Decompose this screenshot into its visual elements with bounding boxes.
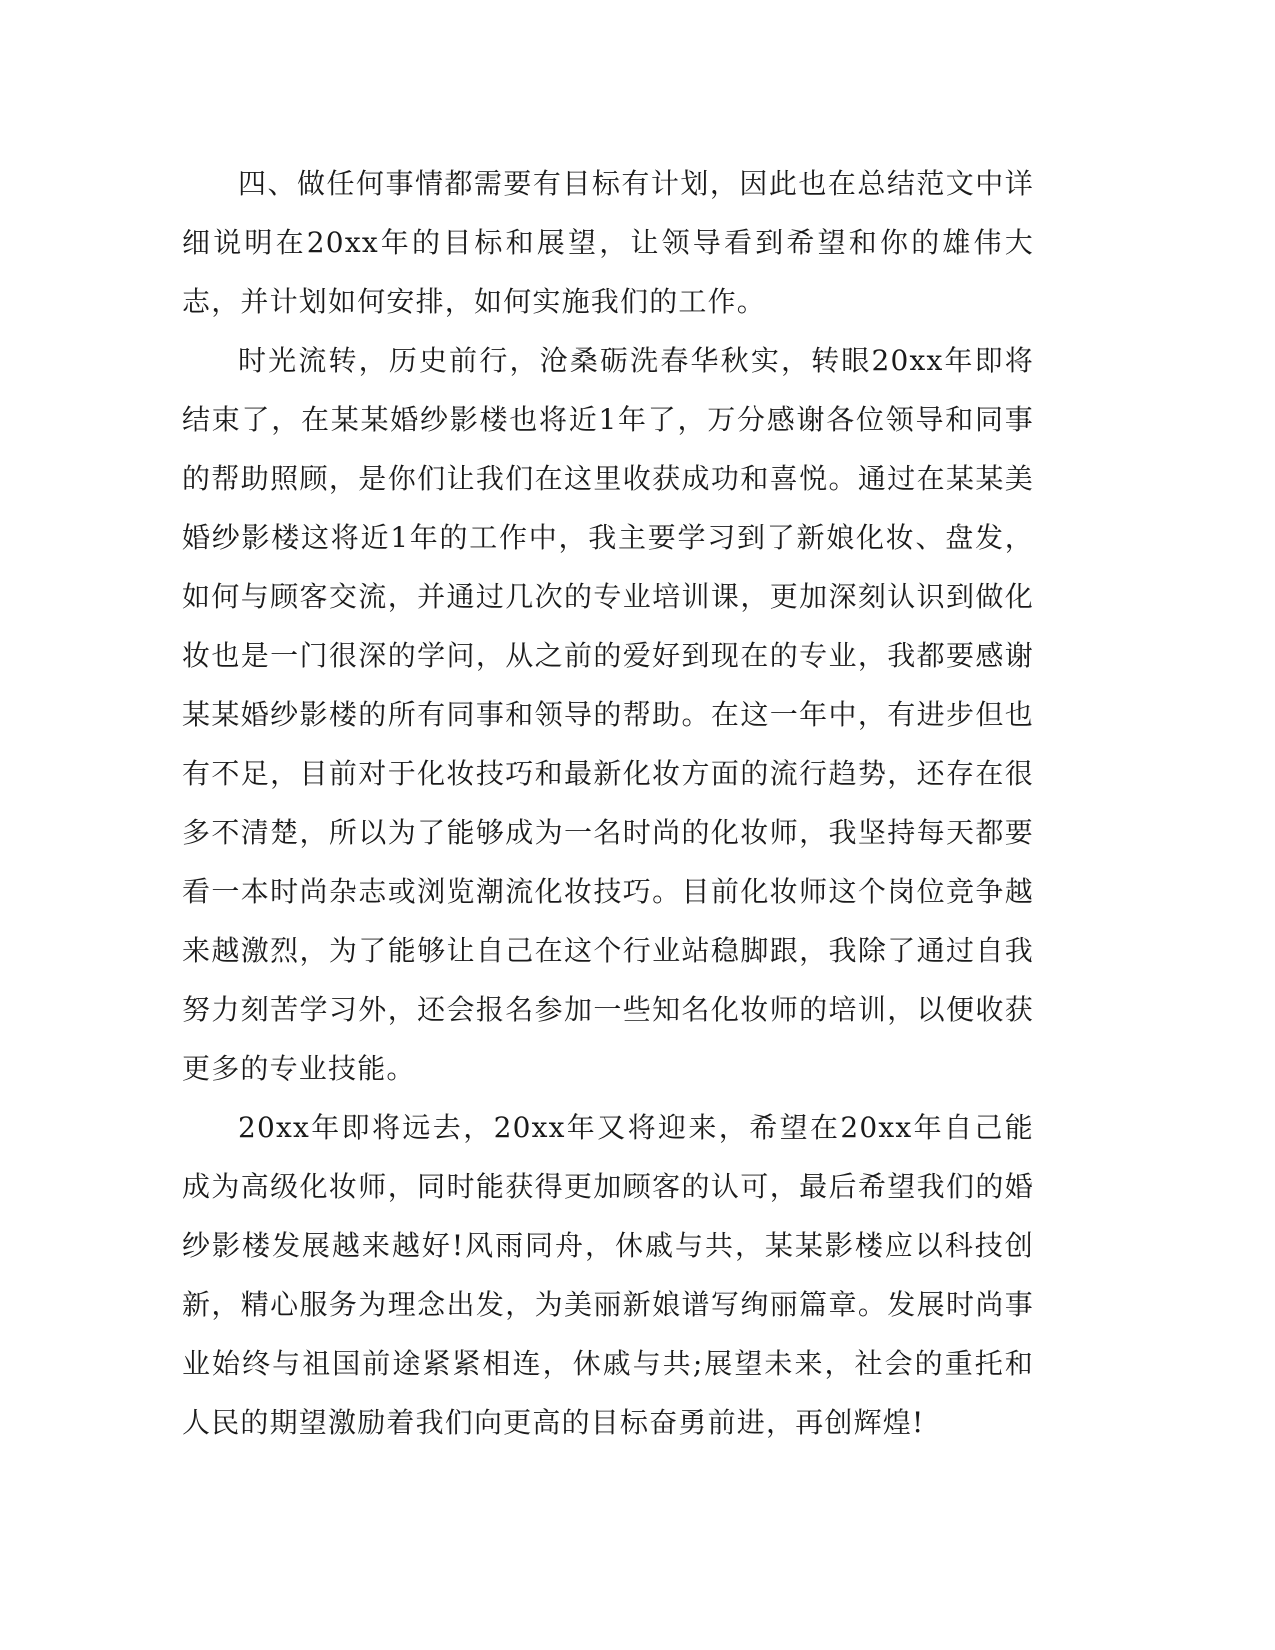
paragraph-work-review: 时光流转，历史前行，沧桑砺洗春华秋实，转眼20xx年即将结束了，在某某婚纱影楼也将近1年了，万分感谢各位领导和同事的帮助照顾，是你们让我们在这里收获成功和喜悦。通过在某某美婚纱影楼这将近1年的工作中，我主要学习到了新娘化妆、盘发，如何与顾客交流，并通过几次的专业培训课，更加深刻认识到做化妆也是一门很深的学问，从之前的爱好到现在的专业，我都要感谢某某婚纱影楼的所有同事和领导的帮助。在这一年中，有进步但也有不足，目前对于化妆技巧和最新化妆方面的流行趋势，还存在很多不清楚，所以为了能够成为一名时尚的化妆师，我坚持每天都要看一本时尚杂志或浏览潮流化妆技巧。目前化妆师这个岗位竞争越来越激烈，为了能够让自己在这个行业站稳脚跟，我除了通过自我努力刻苦学习外，还会报名参加一些知名化妆师的培训，以便收获更多的专业技能。 <box>182 344 1034 1085</box>
paragraph-outlook: 20xx年即将远去，20xx年又将迎来，希望在20xx年自己能成为高级化妆师，同时能获得更加顾客的认可，最后希望我们的婚纱影楼发展越来越好!风雨同舟，休戚与共，某某影楼应以科技创新，精心服务为理念出发，为美丽新娘谱写绚丽篇章。发展时尚事业始终与祖国前途紧紧相连，休戚与共;展望未来，社会的重托和人民的期望激励着我们向更高的目标奋勇前进，再创辉煌! <box>182 1111 1034 1439</box>
paragraph-goals: 四、做任何事情都需要有目标有计划，因此也在总结范文中详细说明在20xx年的目标和展望，让领导看到希望和你的雄伟大志，并计划如何安排，如何实施我们的工作。 <box>182 167 1034 318</box>
document-body <box>182 154 1034 1452</box>
